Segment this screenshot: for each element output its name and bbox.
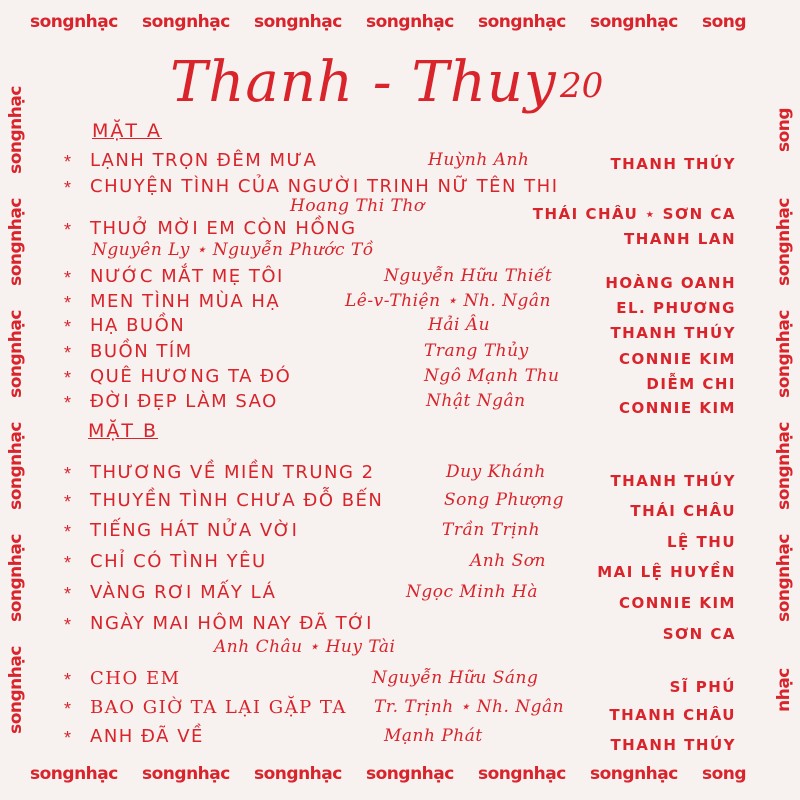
composer: Trang Thủy (424, 341, 529, 361)
track-row (0, 520, 800, 551)
composer: Hoang Thi Thơ (290, 196, 425, 216)
singer: SƠN CA (662, 625, 736, 643)
composer: Huỳnh Anh (428, 150, 530, 170)
singer: MAI LỆ HUYỀN (597, 563, 736, 581)
song-title: CHỈ CÓ TÌNH YÊU (90, 551, 267, 572)
composer: Anh Sơn (470, 551, 546, 571)
bullet-icon: * (64, 317, 72, 337)
watermark-text: songnhạc (774, 310, 794, 398)
song-title: ANH ĐÃ VỀ (90, 726, 204, 747)
song-title: THUỞ MỜI EM CÒN HỒNG (90, 218, 357, 239)
bullet-icon: * (64, 522, 72, 542)
bullet-icon: * (64, 268, 72, 288)
track-row (0, 726, 800, 752)
watermark-top (30, 12, 800, 32)
composer: Nhật Ngân (426, 391, 526, 411)
watermark-text: song (702, 12, 747, 32)
bullet-icon: * (64, 178, 72, 198)
track-row (0, 462, 800, 488)
watermark-text: songnhạc (6, 310, 26, 398)
track-row (0, 613, 800, 657)
watermark-text: songnhạc (590, 12, 678, 32)
watermark-text: songnhạc (774, 534, 794, 622)
singer: THÁI CHÂU (630, 502, 736, 520)
track-row (0, 218, 800, 260)
watermark-text: songnhạc (478, 764, 566, 784)
watermark-text: songnhạc (6, 422, 26, 510)
singer: EL. PHƯƠNG (616, 299, 736, 317)
bullet-icon: * (64, 464, 72, 484)
composer: Trần Trịnh (442, 520, 541, 540)
watermark-text: songnhạc (774, 422, 794, 510)
singer: LỆ THU (667, 533, 736, 551)
bullet-icon: * (64, 553, 72, 573)
singer: THANH THÚY (610, 155, 736, 173)
bullet-icon: * (64, 343, 72, 363)
composer: Nguyên Ly ⋆ Nguyễn Phước Tồ (92, 240, 374, 260)
composer: Ngô Mạnh Thu (424, 366, 560, 386)
side-a-label: MẶT A (92, 120, 163, 142)
composer: Song Phượng (444, 490, 565, 510)
bullet-icon: * (64, 615, 72, 635)
song-title: TIẾNG HÁT NỬA VỜI (90, 520, 299, 541)
singer: THANH CHÂU (609, 706, 736, 724)
track-row (0, 176, 800, 223)
composer: Lê-v-Thiện ⋆ Nh. Ngân (345, 291, 551, 311)
bullet-icon: * (64, 699, 72, 719)
watermark-text: songnhạc (6, 646, 26, 734)
bullet-icon: * (64, 368, 72, 388)
song-title: THUYỀN TÌNH CHƯA ĐỖ BẾN (90, 490, 384, 511)
composer: Nguyễn Hữu Thiết (384, 266, 553, 286)
watermark-text: songnhạc (254, 12, 342, 32)
song-title: BAO GIỜ TA LẠI GẶP TA (90, 697, 347, 718)
composer: Ngọc Minh Hà (406, 582, 539, 602)
watermark-text: songnhạc (6, 198, 26, 286)
watermark-text: songnhạc (254, 764, 342, 784)
bullet-icon: * (64, 584, 72, 604)
song-title: NƯỚC MẮT MẸ TÔI (90, 266, 284, 287)
watermark-text: songnhạc (6, 534, 26, 622)
singer: DIỄM CHI (646, 375, 736, 393)
track-row (0, 490, 800, 520)
song-title: VÀNG RƠI MẤY LÁ (90, 582, 277, 603)
watermark-text: song (702, 764, 747, 784)
album-volume: 20 (560, 66, 604, 106)
watermark-text: songnhạc (30, 12, 118, 32)
singer: HOÀNG OANH (605, 274, 736, 292)
watermark-text: songnhạc (366, 764, 454, 784)
track-row (0, 551, 800, 581)
track-row (0, 291, 800, 317)
composer: Anh Châu ⋆ Huy Tài (214, 637, 396, 657)
singer: CONNIE KIM (618, 399, 736, 417)
bullet-icon: * (64, 393, 72, 413)
watermark-text: songnhạc (366, 12, 454, 32)
song-title: QUÊ HƯƠNG TA ĐÓ (90, 366, 292, 387)
track-row (0, 697, 800, 723)
bullet-icon: * (64, 670, 72, 690)
composer: Nguyễn Hữu Sáng (372, 668, 539, 688)
singer: THANH THÚY (610, 324, 736, 342)
track-row (0, 668, 800, 694)
song-title: MEN TÌNH MÙA HẠ (90, 291, 281, 312)
track-row (0, 315, 800, 341)
singer: SĨ PHÚ (669, 678, 736, 696)
bullet-icon: * (64, 293, 72, 313)
watermark-text: songnhạc (30, 764, 118, 784)
song-title: CHO EM (90, 668, 181, 689)
watermark-text: songnhạc (478, 12, 566, 32)
composer: Hải Âu (428, 315, 491, 335)
song-title: NGÀY MAI HÔM NAY ĐÃ TỚI (90, 613, 373, 634)
bullet-icon: * (64, 220, 72, 240)
watermark-bottom (30, 764, 800, 784)
singer: THANH LAN (624, 230, 736, 248)
album-title: Thanh - Thuy (170, 50, 557, 115)
composer: Duy Khánh (446, 462, 546, 482)
song-title: BUỒN TÍM (90, 341, 193, 362)
song-title: LẠNH TRỌN ĐÊM MƯA (90, 150, 318, 171)
track-row (0, 341, 800, 367)
composer: Mạnh Phát (384, 726, 483, 746)
track-row (0, 266, 800, 292)
bullet-icon: * (64, 728, 72, 748)
watermark-text: songnhạc (142, 764, 230, 784)
watermark-text: song (774, 107, 794, 153)
bullet-icon: * (64, 152, 72, 172)
watermark-text: songnhạc (774, 198, 794, 286)
song-title: ĐỜI ĐẸP LÀM SAO (90, 391, 278, 412)
track-row (0, 150, 800, 176)
watermark-text: songnhạc (6, 86, 26, 174)
bullet-icon: * (64, 492, 72, 512)
singer: CONNIE KIM (618, 594, 736, 612)
track-row (0, 366, 800, 392)
song-title: THƯƠNG VỀ MIỀN TRUNG 2 (90, 462, 375, 483)
composer: Tr. Trịnh ⋆ Nh. Ngân (374, 697, 565, 717)
watermark-text: songnhạc (590, 764, 678, 784)
track-row (0, 582, 800, 612)
track-row (0, 391, 800, 417)
song-title: CHUYỆN TÌNH CỦA NGƯỜI TRINH NỮ TÊN THI (90, 176, 559, 197)
singer: THANH THÚY (610, 736, 736, 754)
watermark-text: nhạc (774, 668, 794, 712)
watermark-text: songnhạc (142, 12, 230, 32)
singer: THANH THÚY (610, 472, 736, 490)
song-title: HẠ BUỒN (90, 315, 186, 336)
side-b-label: MẶT B (88, 420, 159, 442)
singer: CONNIE KIM (618, 350, 736, 368)
singer: THÁI CHÂU ⋆ SƠN CA (532, 205, 736, 223)
